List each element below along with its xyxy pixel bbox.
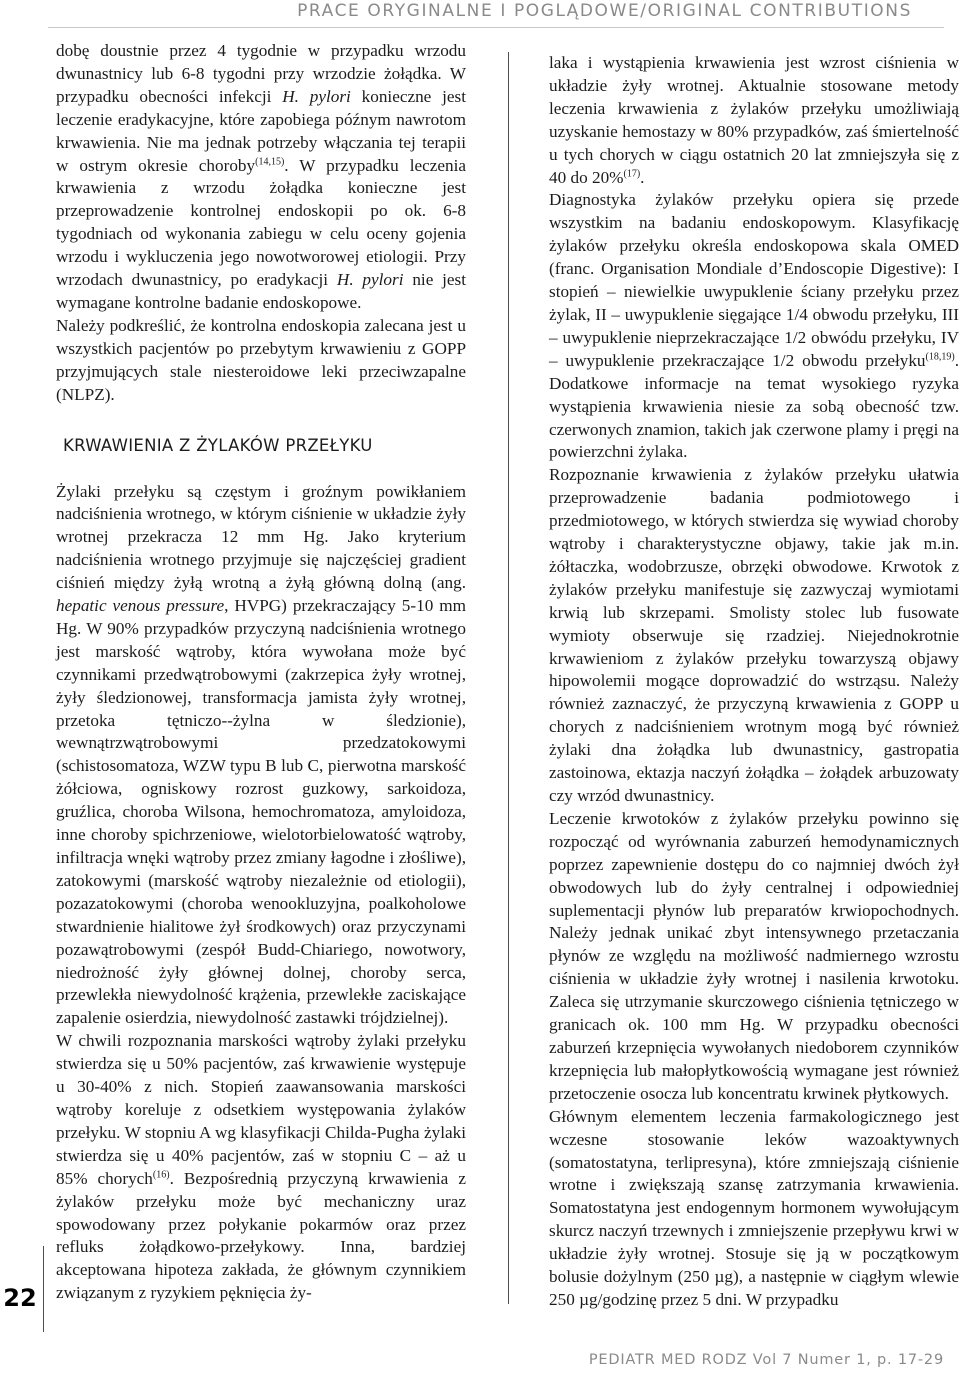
left-paragraph-1: dobę doustnie przez 4 tygodnie w przypadku wrzodu dwunastnicy lub 6-8 tygodni przy wrzodzie żołądka. W przypadku obecności infekcji H. pylori konieczne jest leczenie eradykacyjne, które zapobiega późnym nawrotom krwawienia. Nie ma jednak potrzeby włączania tej terapii w ostrym okresie choroby$^{(14,15)}$. W przypadku leczenia krwawienia z wrzodu żołądka konieczne jest przeprowadzenie kontrolnej endoskopii po ok. 6-8 tygodniach od wykonania zabiegu w celu oceny gojenia wrzodu i wykluczenia jego nowotworowej etiologii. Przy wrzodach dwunastnicy, po eradykacji H. pylori nie jest wymagane kontrolne badanie endoskopowe. <box>56 41 467 312</box>
left-paragraph-2: Należy podkreślić, że kontrolna endoskopia zalecana jest u wszystkich pacjentów po przebytym krwawieniu z GOPP przyjmujących stale niesteroidowe leki przeciwzapalne (NLPZ). <box>56 315 466 404</box>
left-paragraph-4: W chwili rozpoznania marskości wątroby żylaki przełyku stwierdza się u 50% pacjentów, zaś krwawienie występuje u 30-40% z nich. Stopień zaawansowania marskości wątroby koreluje z odsetkiem występowania żylaków przełyku. W stopniu A wg klasyfikacji Childa-Pugha żylaki stwierdza się u 40% pacjentów, zaś w stopniu C – aż u 85% chorych$^{(16)}$. Bezpośrednią przyczyną krwawienia z żylaków przełyku może być mechaniczny uraz spowodowany przez połykanie pokarmów oraz przez refluks żołądkowo-przełykowy. Inna, bardziej akceptowana hipoteza zakłada, że głównym czynnikiem związanym z ryzykiem pęknięcia ży- <box>56 1031 466 1303</box>
page-number-divider <box>43 1246 44 1332</box>
page-number: 22 <box>3 1284 37 1312</box>
column-divider <box>508 52 509 1304</box>
right-paragraph-4: Leczenie krwotoków z żylaków przełyku powinno się rozpocząć od wyrównania zaburzeń hemodynamicznych poprzez zapewnienie dostępu do co najmniej dwóch żył obwodowych lub do żyły centralnej i odpowiedniej suplementacji płynów lub preparatów krwiopochodnych. Należy jednak unikać zbyt intensywnego przetaczania płynów ze względu na możliwość nadmiernego wzrostu ciśnienia w układzie żyły wrotnej i nasilenia krwotoku. Zaleca się utrzymanie skurczowego ciśnienia tętniczego w granicach ok. 100 mm Hg. W przypadku obecności zaburzeń krzepnięcia wywołanych niedoborem czynników krzepnięcia lub małopłytkowością wymagane jest również przetoczenie osocza lub koncentratu krwinek płytkowych. <box>549 808 959 1103</box>
left-column <box>56 40 466 1305</box>
left-paragraph-3: Żylaki przełyku są częstym i groźnym powikłaniem nadciśnienia wrotnego, w którym ciśnienie w układzie żyły wrotnej przekracza 12 mm Hg. Jako kryterium nadciśnienia wrotnego przyjmuje się najczęściej gradient ciśnień między żyłą wrotną a żyłą główną dolną (ang. hepatic venous pressure, HVPG) przekraczający 5-10 mm Hg. W 90% przypadków przyczyną nadciśnienia wrotnego jest marskość wątroby, która wywołana może być czynnikami przedwątrobowymi (zakrzepica żyły wrotnej, żyły śledzionowej, transformacja jamista żyły wrotnej, przetoka tętniczo--żylna w śledzionie), wewnątrzwątrobowymi przedzatokowymi (schistosomatoza, WZW typu B lub C, pierwotna marskość żółciowa, ogniskowy rozrost guzkowy, sarkoidoza, gruźlica, choroba Wilsona, hemochromatoza, amyloidoza, inne choroby spichrzeniowe, wielotorbielowatość wątroby, infiltracja wnęki wątroby przez zmiany łagodne i złośliwe), zatokowymi (marskość wątroby niezależnie od etiologii), pozazatokowymi (choroba wenookluzyjna, poalkoholowe stwardnienie hialitowe żył środkowych) oraz przyczynami pozawątrobowymi (zespół Budd-Chiariego, nowotwory, niedrożność żyły głównej dolnej, choroby serca, przewlekła niewydolność krążenia, przewlekłe zaciskające zapalenie osierdzia, niewydolność zastawki trójdzielnej). <box>56 481 466 1028</box>
header-divider <box>48 27 944 28</box>
right-column <box>549 52 959 1312</box>
right-paragraph-1: laka i wystąpienia krwawienia jest wzrost ciśnienia w układzie żyły wrotnej. Aktualnie stosowane metody leczenia krwawienia z żylaków przełyku umożliwiają uzyskanie hemostazy w 80% przypadków, zaś śmiertelność u tych chorych w ciągu ostatnich 20 lat zmniejszyła się z 40 do 20%$^{(17)}$. <box>549 53 959 187</box>
right-paragraph-2: Diagnostyka żylaków przełyku opiera się przede wszystkim na badaniu endoskopowym. Klasyfikację żylaków przełyku określa endoskopowa skala OMED (franc. Organisation Mondiale d’Endoscopie Digestive): I stopień – niewielkie uwypuklenie ściany przełyku przez żylak, II – uwypuklenie sięgające 1/4 obwodu przełyku, III – uwypuklenie nieprzekraczające 1/2 obwódu przełyku, IV – uwypuklenie przekraczające 1/2 obwodu przełyku$^{(18,19)}$. Dodatkowe informacje na temat wysokiego ryzyka wystąpienia krwawienia niesie za sobą obecność tzw. czerwonych znamion, takich jak czerwone plamy i pręgi na powierzchni żylaka. <box>549 190 959 462</box>
right-paragraph-5: Głównym elementem leczenia farmakologicznego jest wczesne stosowanie leków wazoaktywnych (somatostatyna, terlipresyna), które zmniejszają ciśnienie wrotne i zwiększają szansę zatrzymania krwawienia. Somatostatyna jest endogennym hormonem wywołującym skurcz naczyń trzewnych i zmniejszenie przepływu krwi w układzie żyły wrotnej. Stosuje się ją w początkowym bolusie dożylnym (250 µg), a następnie w ciągłym wlewie 250 µg/godzinę przez 5 dni. W przypadku <box>549 1106 959 1309</box>
section-heading: KRWAWIENIA Z ŻYLAKÓW PRZEŁYKU <box>63 435 373 455</box>
journal-footer: PEDIATR MED RODZ Vol 7 Numer 1, p. 17-29 <box>588 1352 944 1368</box>
running-header: PRACE ORYGINALNE I POGLĄDOWE/ORIGINAL CONTRIBUTIONS <box>297 1 912 21</box>
right-paragraph-3: Rozpoznanie krwawienia z żylaków przełyku ułatwia przeprowadzenie badania podmiotowego i przedmiotowego, w których stwierdza się wywiad choroby wątroby i charakterystyczne objawy, takie jak m.in. żółtaczka, wodobrzusze, obrzęki obwodowe. Krwotok z żylaków przełyku manifestuje się zazwyczaj wymiotami krwią lub skrzepami. Smolisty stolec lub fusowate wymioty obserwuje się rzadziej. Niejednokrotnie krwawieniom z żylaków przełyku towarzyszą objawy hipowolemii mogące doprowadzić do wstrząsu. Należy również zaznaczyć, że przyczyną krwawienia z GOPP u chorych z nadciśnieniem wrotnym mogą być również żylaki dna żołądka lub dwunastnicy, gastropatia zastoinowa, ektazja naczyń żołądka – żołądek arbuzowaty czy wrzód dwunastnicy. <box>549 465 959 805</box>
